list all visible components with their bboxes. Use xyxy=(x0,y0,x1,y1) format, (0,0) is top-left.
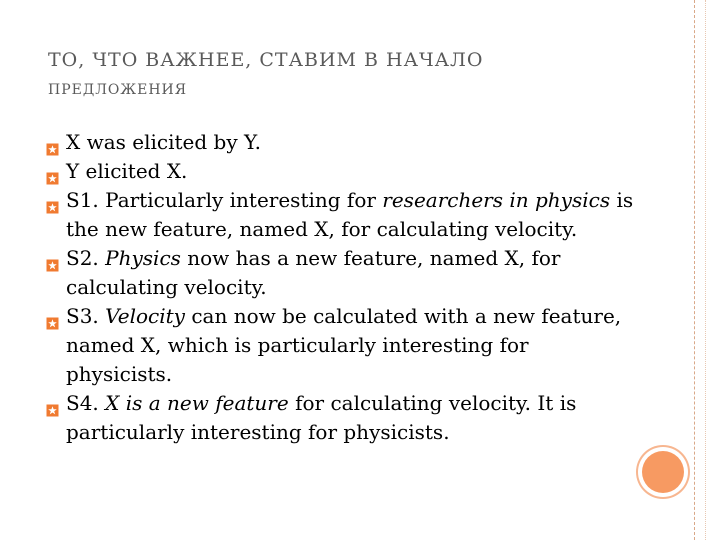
bullet-item xyxy=(46,302,636,389)
orange-square-bullet-icon xyxy=(46,193,59,206)
bullet-item xyxy=(46,128,636,157)
orange-square-bullet-icon xyxy=(46,135,59,148)
bullet-text xyxy=(66,246,560,299)
orange-circle-icon xyxy=(642,451,684,493)
orange-square-bullet-icon xyxy=(46,251,59,264)
bullet-text-segment: is the new feature, named X, for calculating velocity. xyxy=(66,188,634,241)
title-line-1: ТО, ЧТО ВАЖНЕЕ, СТАВИМ В НАЧАЛО xyxy=(48,49,484,71)
bullet-text-italic: Velocity xyxy=(105,304,185,328)
bullet-item xyxy=(46,244,636,302)
bullet-text xyxy=(66,188,633,241)
bullet-text xyxy=(66,304,621,386)
bullet-text-segment: S3. xyxy=(66,304,106,328)
bullet-text-segment: now has a new feature, named X, for calculating velocity. xyxy=(66,246,561,299)
right-dotted-border xyxy=(705,0,706,540)
bullet-text-segment: Y elicited X. xyxy=(66,159,188,183)
bullet-text-segment: for calculating velocity. It is particularly interesting for physicists. xyxy=(66,391,577,444)
bullet-text-segment: S4. xyxy=(66,391,106,415)
bullet-item xyxy=(46,157,636,186)
title-line-2: ПРЕДЛОЖЕНИЯ xyxy=(48,82,188,98)
bullet-text xyxy=(66,130,261,154)
orange-square-bullet-icon xyxy=(46,164,59,177)
bullet-text-italic: Physics xyxy=(105,246,181,270)
bullet-text-segment: S2. xyxy=(66,246,106,270)
bullet-item xyxy=(46,389,636,447)
slide-title xyxy=(48,38,648,100)
bullet-item xyxy=(46,186,636,244)
right-dashed-border xyxy=(694,0,695,540)
bullet-text-segment: can now be calculated with a new feature, named X, which is particularly interesting for physicists. xyxy=(66,304,622,386)
bullet-text xyxy=(66,159,187,183)
bullet-text-segment: X was elicited by Y. xyxy=(66,130,261,154)
bullet-text-segment: S1. Particularly interesting for xyxy=(66,188,383,212)
bullet-text-italic: X is a new feature xyxy=(105,391,289,415)
bullet-list xyxy=(46,128,636,447)
orange-square-bullet-icon xyxy=(46,396,59,409)
orange-square-bullet-icon xyxy=(46,309,59,322)
bullet-text-italic: researchers in physics xyxy=(382,188,611,212)
bullet-text xyxy=(66,391,576,444)
